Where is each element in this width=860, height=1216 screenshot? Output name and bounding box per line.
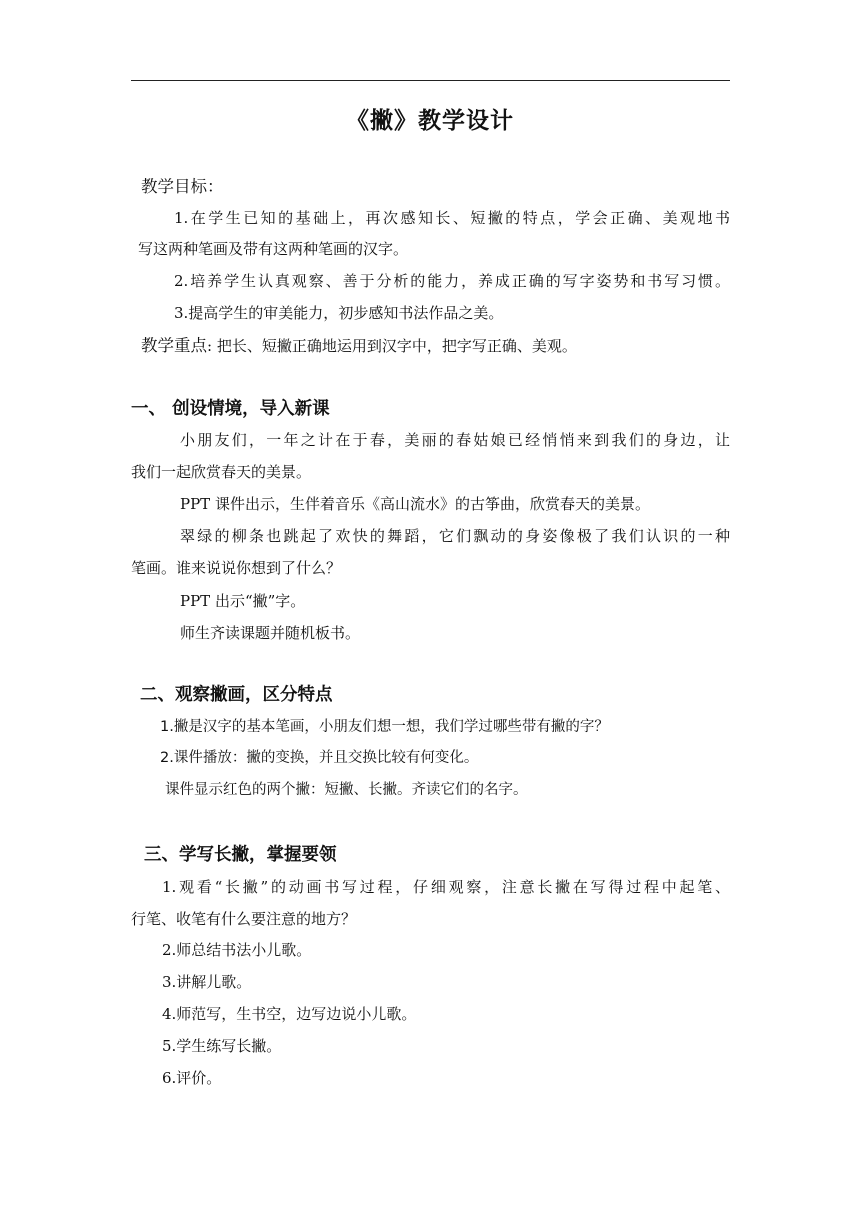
goals-label: 教学目标： xyxy=(141,177,224,196)
goal-item-2: 2.培养学生认真观察、善于分析的能力，养成正确的写字姿势和书写习惯。 xyxy=(174,272,730,290)
focus-label: 教学重点 xyxy=(141,336,207,355)
goal-item-3: 3.提高学生的审美能力，初步感知书法作品之美。 xyxy=(174,304,504,322)
goal-item-1-line-1: 1.在学生已知的基础上，再次感知长、短撇的特点，学会正确、美观地书 xyxy=(174,209,730,227)
section-2-item-2: 2.课件播放：撇的变换，并且交换比较有何变化。 xyxy=(160,750,479,766)
section-2-heading: 二、观察撇画，区分特点 xyxy=(140,685,333,705)
section-1-p1-line-2: 我们一起欣赏春天的美景。 xyxy=(131,463,312,481)
section-3-item-1-line-2: 行笔、收笔有什么要注意的地方？ xyxy=(131,910,357,928)
page-title: 《撇》教学设计 xyxy=(346,108,514,134)
focus-text: : 把长、短撇正确地运用到汉字中，把字写正确、美观。 xyxy=(207,337,577,355)
section-1-p5: 师生齐读课题并随机板书。 xyxy=(180,624,361,642)
section-1-p1-line-1: 小朋友们，一年之计在于春，美丽的春姑娘已经悄悄来到我们的身边，让 xyxy=(180,431,730,449)
goal-item-1-line-2: 写这两种笔画及带有这两种笔画的汉字。 xyxy=(138,240,409,258)
section-3-item-3: 3.讲解儿歌。 xyxy=(162,973,252,991)
section-1-p4: PPT 出示“撇”字。 xyxy=(180,592,306,610)
section-1-p2: PPT 课件出示，生伴着音乐《高山流水》的古筝曲，欣赏春天的美景。 xyxy=(180,495,650,513)
section-3-item-6: 6.评价。 xyxy=(162,1069,222,1087)
header-rule xyxy=(131,80,730,81)
section-3-item-4: 4.师范写，生书空，边写边说小儿歌。 xyxy=(162,1005,417,1023)
section-1-p3-line-2: 笔画。谁来说说你想到了什么？ xyxy=(131,559,342,577)
section-2-p3: 课件显示红色的两个撇：短撇、长撇。齐读它们的名字。 xyxy=(165,782,528,798)
section-2-item-1: 1.撇是汉字的基本笔画，小朋友们想一想，我们学过哪些带有撇的字？ xyxy=(160,719,609,735)
section-3-heading: 三、学写长撇，掌握要领 xyxy=(144,845,337,865)
focus-line xyxy=(141,335,577,357)
section-1-heading: 一、 创设情境，导入新课 xyxy=(131,399,330,419)
section-3-item-5: 5.学生练写长撇。 xyxy=(162,1037,282,1055)
section-1-p3-line-1: 翠绿的柳条也跳起了欢快的舞蹈，它们飘动的身姿像极了我们认识的一种 xyxy=(180,527,730,545)
section-3-item-1-line-1: 1.观看“长撇”的动画书写过程，仔细观察，注意长撇在写得过程中起笔、 xyxy=(162,878,730,896)
section-3-item-2: 2.师总结书法小儿歌。 xyxy=(162,941,312,959)
